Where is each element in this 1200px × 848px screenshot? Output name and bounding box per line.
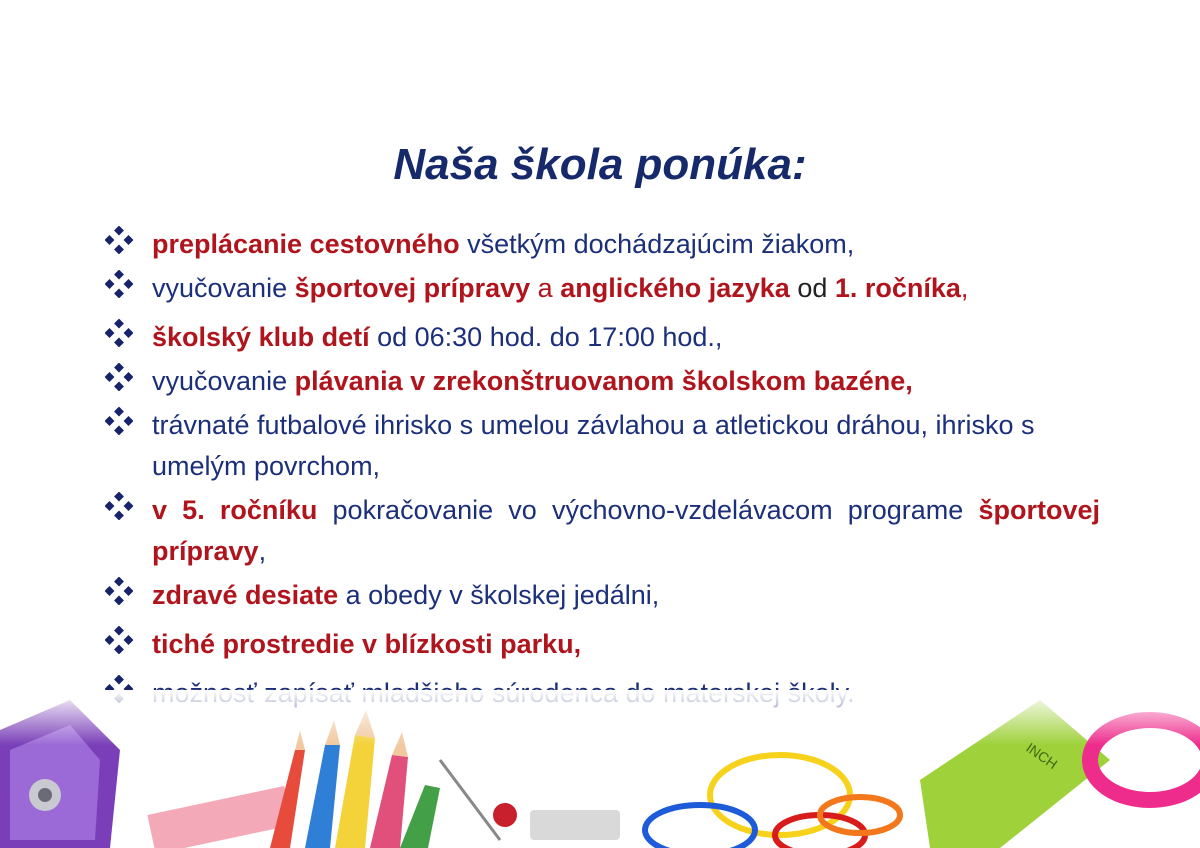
- four-petal-diamond-icon: [105, 363, 133, 391]
- four-petal-diamond-icon: [105, 319, 133, 347]
- item-text: a obedy v školskej jedálni,: [338, 580, 660, 610]
- highlight-text: tiché prostredie v blízkosti parku,: [152, 629, 582, 659]
- item-text: ,: [960, 273, 969, 303]
- highlight-text: športovej prípravy: [294, 273, 531, 303]
- four-petal-diamond-icon: [105, 577, 133, 605]
- item-text: všetkým dochádzajúcim žiakom,: [459, 229, 855, 259]
- page-title: Naša škola ponúka:: [393, 140, 807, 189]
- highlight-text: zdravé desiate: [152, 580, 339, 610]
- four-petal-diamond-icon: [105, 226, 133, 254]
- list-item: [105, 224, 1100, 265]
- four-petal-diamond-icon: [105, 492, 133, 520]
- item-text: od 06:30 hod. do 17:00 hod.,: [369, 322, 723, 352]
- highlight-text: plávania v zrekonštruovanom školskom bazéne,: [294, 366, 913, 396]
- list-item: [105, 268, 1100, 309]
- list-item: [105, 405, 1100, 487]
- highlight-text: preplácanie cestovného: [152, 229, 460, 259]
- four-petal-diamond-icon: [105, 407, 133, 435]
- list-item: [105, 361, 1100, 402]
- highlight-text: športovej prípravy: [152, 495, 1100, 566]
- four-petal-diamond-icon: [105, 270, 133, 298]
- item-text: pokračovanie vo výchovno-vzdelávacom programe: [317, 495, 979, 525]
- item-text: vyučovanie: [152, 366, 295, 396]
- highlight-text: v 5. ročníku: [152, 495, 318, 525]
- list-item: [105, 317, 1100, 358]
- highlight-text: anglického jazyka: [560, 273, 790, 303]
- item-text: ,: [258, 536, 267, 566]
- list-item: [105, 490, 1100, 572]
- item-text: a: [530, 273, 561, 303]
- item-text: vyučovanie: [152, 273, 295, 303]
- item-text: trávnaté futbalové ihrisko s umelou závlahou a atletickou dráhou, ihrisko s umelým povrchom,: [152, 410, 1035, 481]
- item-text: od: [789, 273, 835, 303]
- list-item: [105, 624, 1100, 665]
- offer-list: [105, 224, 1100, 717]
- highlight-text: školský klub detí: [152, 322, 370, 352]
- highlight-text: 1. ročníka: [834, 273, 961, 303]
- school-supplies-decoration: [0, 690, 1200, 848]
- four-petal-diamond-icon: [105, 626, 133, 654]
- list-item: [105, 575, 1100, 616]
